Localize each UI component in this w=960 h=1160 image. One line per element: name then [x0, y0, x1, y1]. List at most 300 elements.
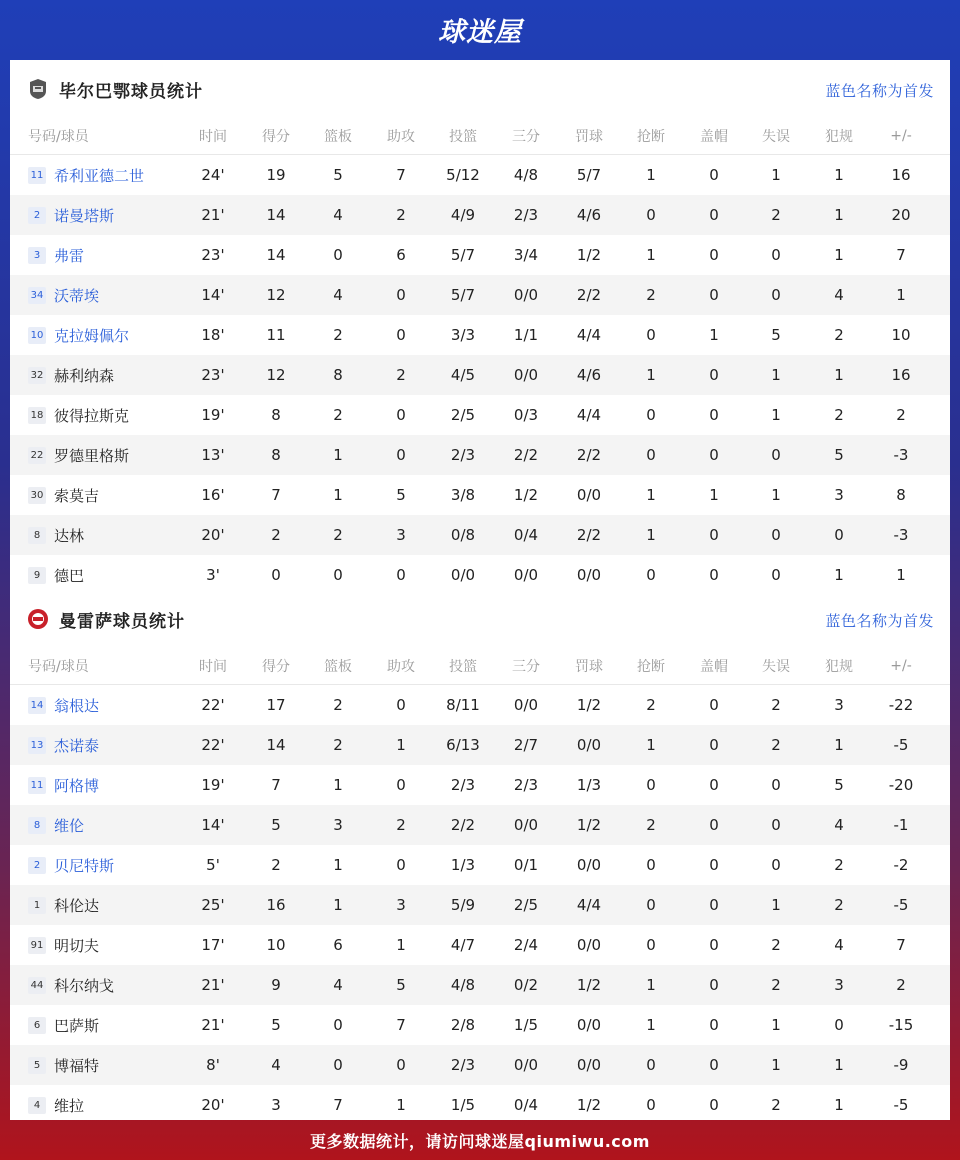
stat-cell: 2: [333, 406, 343, 424]
stat-cell: 1: [646, 166, 656, 184]
stat-cell: 5/12: [446, 166, 480, 184]
stat-cell: 1: [771, 1056, 781, 1074]
player-name-link[interactable]: 沃蒂埃: [54, 286, 100, 305]
table-row[interactable]: [10, 355, 950, 395]
stat-cell: 2: [834, 406, 844, 424]
stat-cell: 1: [396, 736, 406, 754]
starter-legend-note: 蓝色名称为首发: [825, 82, 934, 100]
jersey-number-badge: 3: [28, 247, 46, 264]
stat-cell: 7: [271, 486, 281, 504]
table-row[interactable]: [10, 395, 950, 435]
stat-cell: -5: [893, 896, 909, 914]
column-header: 三分: [512, 129, 540, 145]
stat-cell: 0: [771, 286, 781, 304]
jersey-number-badge: 34: [28, 287, 46, 304]
column-header: 篮板: [324, 659, 352, 675]
column-header-player: 号码/球员: [28, 129, 89, 145]
player-name-link[interactable]: 科尔纳戈: [54, 976, 115, 995]
stat-cell: 4/6: [576, 366, 602, 384]
column-header: +/-: [890, 658, 912, 674]
player-cell: [28, 555, 84, 595]
table-row[interactable]: [10, 435, 950, 475]
bilbao-logo-icon: [27, 78, 49, 100]
stat-cell: 2/2: [576, 446, 602, 464]
stat-cell: 0: [709, 246, 719, 264]
stat-cell: 0: [396, 856, 406, 874]
stat-cell: 21': [201, 206, 225, 224]
stat-cell: 3: [271, 1096, 281, 1114]
stat-cell: 0: [709, 816, 719, 834]
stat-cell: 1: [333, 486, 343, 504]
stat-cell: 5/7: [450, 246, 476, 264]
table-row[interactable]: [10, 515, 950, 555]
player-cell: [28, 805, 84, 845]
stat-cell: 3': [206, 566, 220, 584]
stat-cell: 0: [709, 776, 719, 794]
starter-legend-note: 蓝色名称为首发: [825, 612, 934, 630]
stat-cell: 4/8: [450, 976, 476, 994]
stat-cell: 4: [834, 816, 844, 834]
stat-cell: -22: [888, 696, 914, 714]
stat-cell: 0/0: [576, 486, 602, 504]
player-cell: [28, 765, 99, 805]
player-name-link[interactable]: 克拉姆佩尔: [54, 326, 130, 345]
stat-cell: 1: [771, 406, 781, 424]
player-name-link[interactable]: 明切夫: [54, 936, 100, 955]
stat-cell: 0: [709, 856, 719, 874]
stat-cell: 2: [271, 856, 281, 874]
stat-cell: 25': [201, 896, 225, 914]
jersey-number-badge: 9: [28, 567, 46, 584]
stat-cell: 1: [646, 736, 656, 754]
stat-cell: 12: [266, 366, 286, 384]
stat-cell: 1: [834, 206, 844, 224]
player-cell: [28, 725, 99, 765]
stat-cell: 7: [396, 166, 406, 184]
stat-cell: 0/0: [576, 1016, 602, 1034]
player-cell: [28, 235, 84, 275]
column-header: 抢断: [637, 659, 665, 675]
stat-cell: 21': [201, 1016, 225, 1034]
stat-cell: 0/0: [576, 1056, 602, 1074]
stat-cell: 18': [201, 326, 225, 344]
player-cell: [28, 475, 99, 515]
jersey-number-badge: 91: [28, 937, 46, 954]
stat-cell: 0: [646, 566, 656, 584]
stat-cell: 0/0: [513, 696, 539, 714]
stat-cell: 0: [709, 696, 719, 714]
stat-cell: 8/11: [446, 696, 480, 714]
footer-text: 更多数据统计，请访问球迷屋qiumiwu.com: [310, 1131, 650, 1151]
stat-cell: -5: [893, 736, 909, 754]
stat-cell: 13': [201, 446, 225, 464]
jersey-number-badge: 18: [28, 407, 46, 424]
stat-cell: 1/1: [513, 326, 539, 344]
stat-cell: 5/7: [576, 166, 602, 184]
stat-cell: 0: [396, 406, 406, 424]
stat-cell: 0: [709, 366, 719, 384]
column-header: 助攻: [387, 659, 415, 675]
stat-cell: 1: [834, 736, 844, 754]
stat-cell: 1: [834, 366, 844, 384]
stat-cell: 1: [646, 246, 656, 264]
stat-cell: 10: [266, 936, 286, 954]
player-name-link[interactable]: 翁根达: [54, 696, 100, 715]
footer-banner[interactable]: [0, 1120, 960, 1160]
jersey-number-badge: 8: [28, 817, 46, 834]
stat-cell: 0: [396, 1056, 406, 1074]
stat-cell: 0: [646, 1056, 656, 1074]
stat-cell: 1: [646, 366, 656, 384]
player-name-link[interactable]: 索莫吉: [54, 486, 100, 505]
stat-cell: 2/3: [450, 1056, 476, 1074]
stat-cell: 0: [396, 286, 406, 304]
stat-cell: 1: [771, 486, 781, 504]
stat-cell: 1/3: [450, 856, 476, 874]
team-section: [10, 590, 950, 1125]
stat-cell: 0: [646, 406, 656, 424]
player-name-link[interactable]: 赫利纳森: [54, 366, 115, 385]
stat-cell: 2: [771, 1096, 781, 1114]
stat-cell: 5: [834, 776, 844, 794]
column-header: 得分: [262, 129, 290, 145]
stat-cell: 19: [266, 166, 286, 184]
stat-cell: 0: [396, 776, 406, 794]
table-row[interactable]: [10, 725, 950, 765]
team-title: 曼雷萨球员统计: [59, 611, 185, 632]
stat-cell: 2: [396, 206, 406, 224]
stat-cell: 0: [709, 936, 719, 954]
stat-cell: 2: [333, 526, 343, 544]
stat-cell: 2: [646, 286, 656, 304]
stat-cell: 0: [709, 1056, 719, 1074]
stat-cell: 0/0: [576, 736, 602, 754]
stat-cell: 0: [396, 566, 406, 584]
table-row[interactable]: [10, 315, 950, 355]
stat-cell: 0: [709, 286, 719, 304]
stat-cell: 2/4: [513, 936, 539, 954]
jersey-number-badge: 30: [28, 487, 46, 504]
stat-cell: 22': [201, 736, 225, 754]
stat-cell: 0: [333, 566, 343, 584]
player-name-link[interactable]: 维拉: [54, 1096, 85, 1115]
stat-cell: 1: [709, 326, 719, 344]
stat-cell: 7: [271, 776, 281, 794]
stat-cell: 5: [396, 486, 406, 504]
stat-cell: 2/5: [513, 896, 539, 914]
stat-cell: 1/2: [576, 816, 602, 834]
table-row[interactable]: [10, 275, 950, 315]
column-header: 时间: [199, 659, 227, 675]
table-row[interactable]: [10, 1045, 950, 1085]
column-header: 犯规: [825, 659, 853, 675]
player-name-link[interactable]: 弗雷: [54, 246, 85, 265]
table-row[interactable]: [10, 965, 950, 1005]
stat-cell: 1/5: [513, 1016, 539, 1034]
stat-cell: 4: [834, 286, 844, 304]
stat-cell: 0: [646, 896, 656, 914]
stat-cell: 4/4: [576, 326, 602, 344]
player-name-link[interactable]: 德巴: [54, 566, 85, 585]
stat-cell: 1: [896, 566, 906, 584]
table-row[interactable]: [10, 805, 950, 845]
stat-cell: 2: [771, 976, 781, 994]
stat-cell: 1/2: [513, 486, 539, 504]
stat-cell: 0: [709, 206, 719, 224]
team-title: 毕尔巴鄂球员统计: [59, 81, 203, 102]
stat-cell: 0: [709, 896, 719, 914]
stat-cell: 0: [771, 856, 781, 874]
jersey-number-badge: 22: [28, 447, 46, 464]
stat-cell: 0/1: [513, 856, 539, 874]
stat-cell: 1: [834, 246, 844, 264]
jersey-number-badge: 44: [28, 977, 46, 994]
stat-cell: 20: [891, 206, 911, 224]
stat-cell: 6: [333, 936, 343, 954]
stat-cell: 3: [396, 526, 406, 544]
stat-cell: -9: [893, 1056, 909, 1074]
table-row[interactable]: [10, 1085, 950, 1125]
player-name-link[interactable]: 罗德里格斯: [54, 446, 130, 465]
table-row[interactable]: [10, 845, 950, 885]
jersey-number-badge: 6: [28, 1017, 46, 1034]
stat-cell: 0/0: [513, 286, 539, 304]
jersey-number-badge: 13: [28, 737, 46, 754]
stat-cell: 0: [646, 776, 656, 794]
stat-cell: 5: [396, 976, 406, 994]
stat-cell: 0/8: [450, 526, 476, 544]
table-row[interactable]: [10, 155, 950, 195]
jersey-number-badge: 32: [28, 367, 46, 384]
stat-cell: 2/3: [450, 446, 476, 464]
column-header: 得分: [262, 659, 290, 675]
stat-cell: 1: [646, 486, 656, 504]
player-name-link[interactable]: 杰诺泰: [54, 736, 100, 755]
stat-cell: 7: [396, 1016, 406, 1034]
table-row[interactable]: [10, 685, 950, 725]
player-cell: [28, 315, 129, 355]
stat-cell: 1/2: [576, 246, 602, 264]
column-header: 时间: [199, 129, 227, 145]
stat-cell: 2/2: [513, 446, 539, 464]
team-title-row: [10, 590, 950, 648]
player-cell: [28, 515, 84, 555]
stat-cell: 3: [333, 816, 343, 834]
stat-cell: 0: [646, 1096, 656, 1114]
stat-cell: 0/0: [513, 366, 539, 384]
stat-cell: 0: [646, 936, 656, 954]
stat-cell: 2: [333, 696, 343, 714]
stat-cell: 1: [333, 776, 343, 794]
stat-cell: 2/3: [513, 776, 539, 794]
stat-cell: 1: [771, 896, 781, 914]
table-row[interactable]: [10, 925, 950, 965]
stat-cell: 2: [896, 976, 906, 994]
stat-cell: 9: [271, 976, 281, 994]
stat-cell: 14': [201, 286, 225, 304]
player-cell: [28, 155, 144, 195]
stat-cell: 14': [201, 816, 225, 834]
stat-cell: 1: [771, 1016, 781, 1034]
stat-cell: 14: [266, 246, 286, 264]
stat-cell: -2: [893, 856, 909, 874]
stat-cell: 23': [201, 366, 225, 384]
stat-cell: 2: [771, 936, 781, 954]
stat-cell: 2: [896, 406, 906, 424]
player-name-link[interactable]: 希利亚德二世: [54, 166, 145, 185]
stat-cell: 8': [206, 1056, 220, 1074]
table-header-row: [10, 118, 950, 155]
stat-cell: 2/2: [450, 816, 476, 834]
column-header: 罚球: [575, 129, 603, 145]
stat-cell: 4/4: [576, 896, 602, 914]
stat-cell: 2/7: [513, 736, 539, 754]
stat-cell: 0/0: [576, 856, 602, 874]
stat-cell: 0: [646, 856, 656, 874]
stat-cell: 3: [834, 486, 844, 504]
player-name-link[interactable]: 达林: [54, 526, 85, 545]
player-name-link[interactable]: 科伦达: [54, 896, 100, 915]
table-row[interactable]: [10, 555, 950, 595]
stat-cell: 0: [709, 446, 719, 464]
column-header: +/-: [890, 128, 912, 144]
stat-cell: 8: [271, 406, 281, 424]
stat-cell: 2: [333, 736, 343, 754]
column-header: 盖帽: [700, 659, 728, 675]
stat-cell: 14: [266, 736, 286, 754]
stat-cell: 3: [834, 696, 844, 714]
table-row[interactable]: [10, 195, 950, 235]
stat-cell: 1: [396, 1096, 406, 1114]
stat-cell: 12: [266, 286, 286, 304]
table-row[interactable]: [10, 235, 950, 275]
stat-cell: 16': [201, 486, 225, 504]
stat-cell: 0/0: [576, 936, 602, 954]
player-name-link[interactable]: 阿格博: [54, 776, 100, 795]
stat-cell: 8: [333, 366, 343, 384]
table-header-row: [10, 648, 950, 685]
stat-cell: 2/2: [576, 526, 602, 544]
stat-cell: 22': [201, 696, 225, 714]
stat-cell: 0: [396, 696, 406, 714]
stat-cell: 0/0: [513, 816, 539, 834]
stat-cell: 5/7: [450, 286, 476, 304]
stat-cell: 0: [709, 1016, 719, 1034]
stat-cell: 1: [896, 286, 906, 304]
player-cell: [28, 685, 99, 725]
stat-cell: 20': [201, 526, 225, 544]
stat-cell: 2: [271, 526, 281, 544]
player-name-link[interactable]: 诺曼塔斯: [54, 206, 115, 225]
stat-cell: 4/4: [576, 406, 602, 424]
stat-cell: 0: [771, 816, 781, 834]
stat-cell: 2/5: [450, 406, 476, 424]
jersey-number-badge: 8: [28, 527, 46, 544]
stat-cell: 5/9: [450, 896, 476, 914]
table-row[interactable]: [10, 765, 950, 805]
stat-cell: 0/0: [450, 566, 476, 584]
stat-cell: 3/4: [513, 246, 539, 264]
player-cell: [28, 925, 99, 965]
stat-cell: 2: [771, 736, 781, 754]
stat-cell: 17: [266, 696, 286, 714]
stat-cell: 10: [891, 326, 911, 344]
stat-cell: 0: [709, 566, 719, 584]
table-row[interactable]: [10, 1005, 950, 1045]
stat-cell: 2: [646, 816, 656, 834]
stat-cell: 5: [271, 816, 281, 834]
stat-cell: 2: [834, 856, 844, 874]
stat-cell: 1: [646, 526, 656, 544]
stat-cell: 0/4: [513, 526, 539, 544]
stat-cell: 0: [646, 326, 656, 344]
stat-cell: 5': [206, 856, 220, 874]
stat-cell: 2: [771, 696, 781, 714]
stat-cell: 1/2: [576, 1096, 602, 1114]
stat-cell: 4/5: [450, 366, 476, 384]
player-name-link[interactable]: 贝尼特斯: [54, 856, 115, 875]
column-header: 失误: [762, 659, 790, 675]
player-name-link[interactable]: 维伦: [54, 816, 85, 835]
stat-cell: 0: [834, 526, 844, 544]
stat-cell: -3: [893, 446, 909, 464]
table-row[interactable]: [10, 475, 950, 515]
stat-cell: 7: [333, 1096, 343, 1114]
player-cell: [28, 1085, 84, 1125]
player-name-link[interactable]: 博福特: [54, 1056, 100, 1075]
player-cell: [28, 355, 114, 395]
stat-cell: 16: [891, 366, 911, 384]
stat-cell: 2: [771, 206, 781, 224]
stat-cell: 4: [333, 976, 343, 994]
stat-cell: 1: [646, 1016, 656, 1034]
stat-cell: 17': [201, 936, 225, 954]
column-header: 犯规: [825, 129, 853, 145]
stat-cell: 23': [201, 246, 225, 264]
stat-cell: 0/0: [576, 566, 602, 584]
player-cell: [28, 1045, 99, 1085]
stat-cell: 2: [396, 366, 406, 384]
stat-cell: 0: [709, 166, 719, 184]
player-name-link[interactable]: 彼得拉斯克: [54, 406, 130, 425]
stat-cell: 0: [333, 1056, 343, 1074]
stat-cell: 4/6: [576, 206, 602, 224]
stat-cell: 6: [396, 246, 406, 264]
player-cell: [28, 435, 129, 475]
stat-cell: 7: [896, 936, 906, 954]
table-row[interactable]: [10, 885, 950, 925]
stat-cell: 1: [834, 566, 844, 584]
player-name-link[interactable]: 巴萨斯: [54, 1016, 100, 1035]
column-header: 投篮: [449, 659, 477, 675]
player-cell: [28, 275, 99, 315]
stat-cell: 1: [709, 486, 719, 504]
stat-cell: -3: [893, 526, 909, 544]
stat-cell: 24': [201, 166, 225, 184]
stat-cell: 0: [271, 566, 281, 584]
stat-cell: 4: [333, 206, 343, 224]
player-cell: [28, 885, 99, 925]
stat-cell: 0: [771, 246, 781, 264]
stat-cell: 2: [396, 816, 406, 834]
stat-cell: 3/8: [450, 486, 476, 504]
stat-cell: 7: [896, 246, 906, 264]
stat-cell: 0: [646, 446, 656, 464]
column-header: 投篮: [449, 129, 477, 145]
stat-cell: 2: [646, 696, 656, 714]
stat-cell: 3/3: [450, 326, 476, 344]
stat-cell: 0: [709, 976, 719, 994]
